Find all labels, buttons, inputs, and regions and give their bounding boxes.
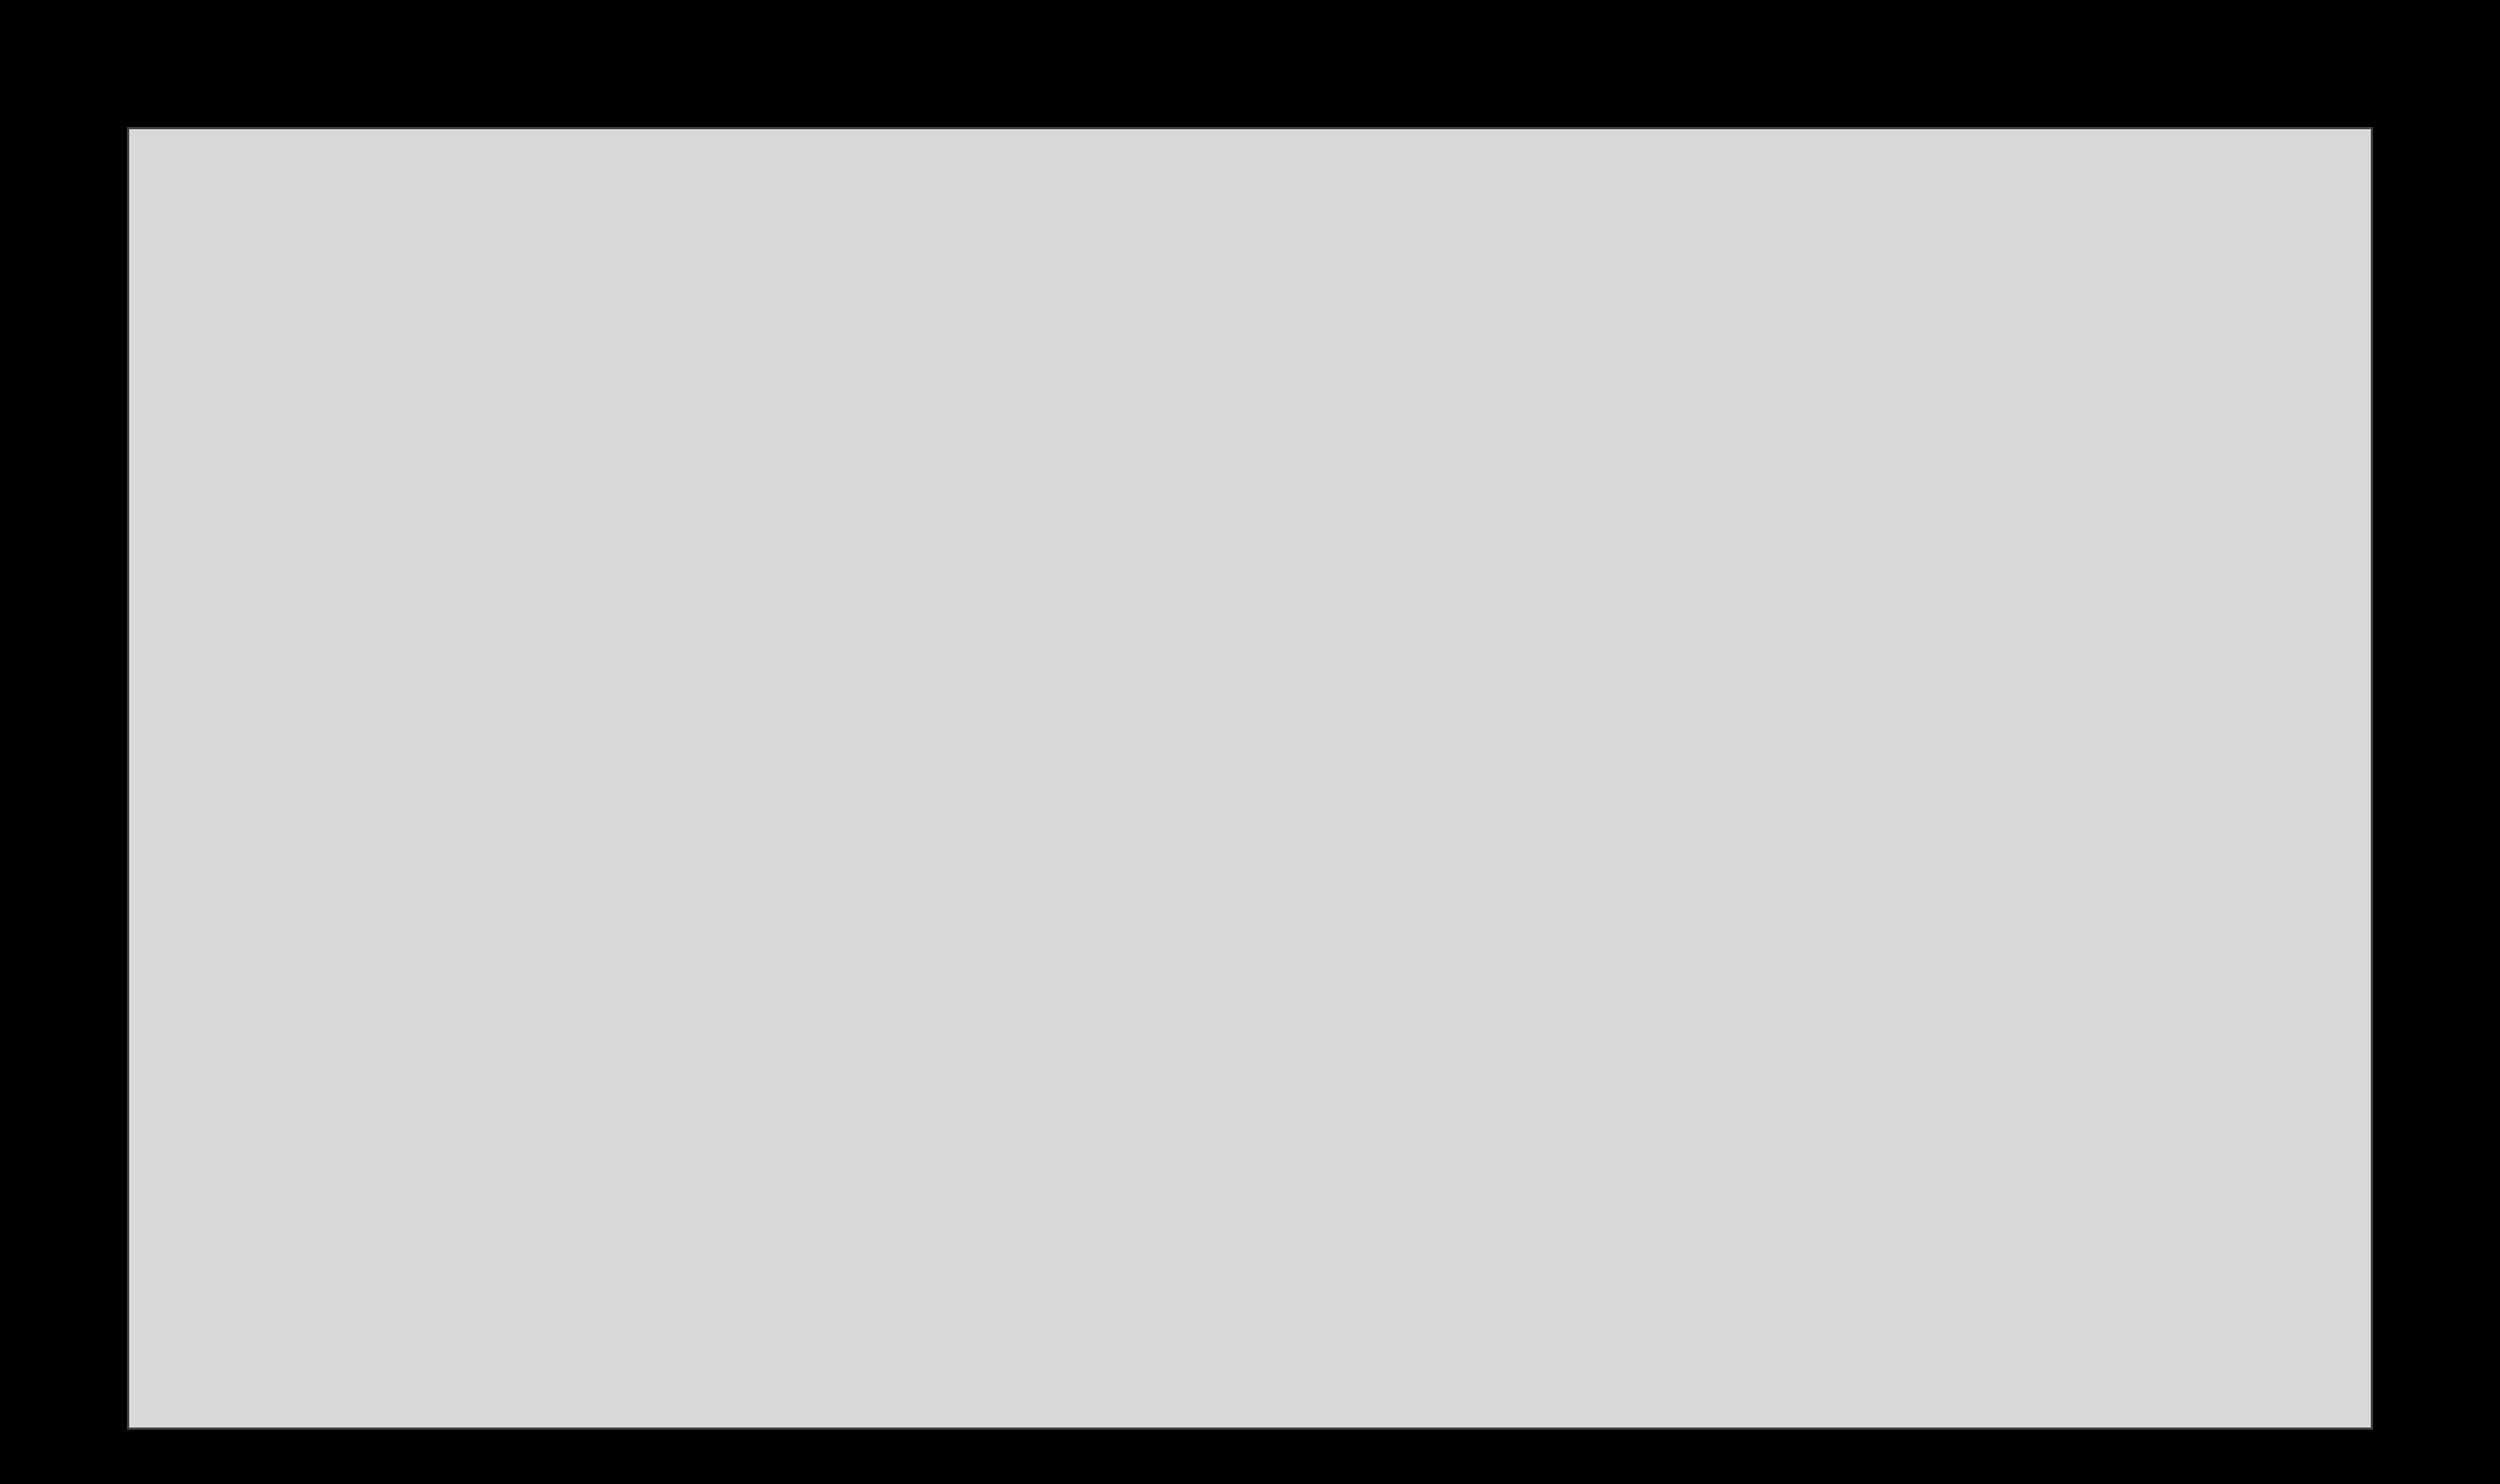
census-card: [127, 127, 2373, 1430]
